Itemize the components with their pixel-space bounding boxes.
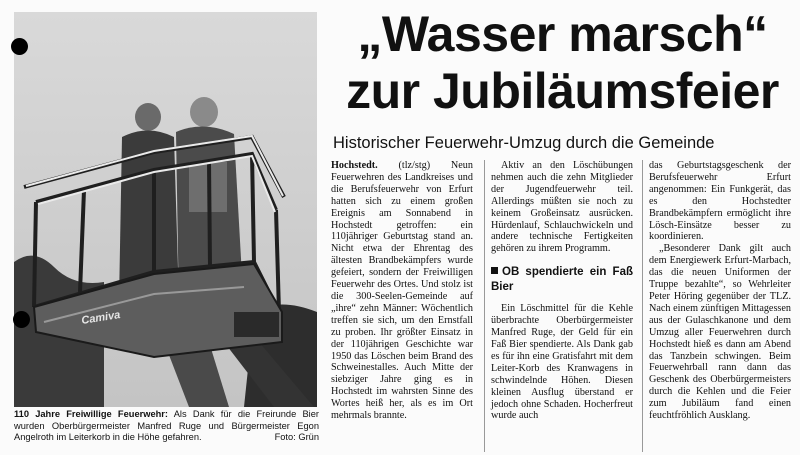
headline-line-1: „Wasser marsch“	[357, 6, 768, 62]
column-divider	[484, 160, 485, 452]
basket-brand-label: Camiva	[80, 308, 122, 327]
caption-text: Als Dank für die Freirunde Bier wurden Oberbürgermeister Manfred Ruge und Bürgermeister Egon Angelroth im Leiterkorb in die Höhe gefahren.	[14, 409, 319, 443]
column-3-paragraph-2: „Besonderer Dank gilt auch dem Energiewerk Erfurt-Marbach, das die neuen Uniformen der Truppe bezahlte“, so Wehrleiter Peter Höring gegenüber der TLZ. Nach einem zünftigen Mittagessen aus der Gulaschkanone und dem Umzug aller Feuerwehren durch Hochstedt hieß es dann am Abend das Tanzbein schwingen. Beim Feuerwehrball rann dann das Geschenk des Oberbürgermeisters durch die Kehlen und die Feier zum Jubiläum fand einen feuchtfröhlich Ausklang.	[649, 243, 791, 422]
photo-credit: Foto: Grün	[274, 432, 319, 443]
column-2-paragraph-2: Ein Löschmittel für die Kehle überbrachte Oberbürgermeister Manfred Ruge, der Geld für ein Faß Bier spendierte. Als Dank gab es für ihn eine Gratisfahrt mit dem Leiter-Korb des Kranwagens in schwindelnde Höhen. Diesen kleinen Ausflug überstand er jedoch ohne Schaden. Hocherfreut wurde auch	[491, 303, 633, 422]
source-tag: (tlz/stg)	[377, 160, 451, 171]
intertitle-text: OB spendierte ein Faß Bier	[491, 266, 633, 294]
binder-hole	[11, 38, 28, 55]
column-1-text: Neun Feuerwehren des Landkreises und die Berufsfeuerwehr von Erfurt hatten sich zu einem großen Ereignis am Sonnabend in Hochstedt getroffen: ein 110jähriger Geburtstag stand an. Nicht etwa der Ehrentag des ältesten Brandbekämpfers wurde gefeiert, sondern der Freiwilligen Feuerwehr des Ortes. Und stolz ist die 300-Seelen-Gemeinde auf „ihre“ zehn Männer: Wöchentlich treffen sie sich, um den Ernstfall zu proben. Ihr größter Einsatz in der 110jährigen Geschichte war 1950 das Löschen beim Brand des Schweinestalles. Auch Mitte der siebziger Jahre ging es in Hochstedt im wahrsten Sinne des Wortes heiß her, als es im Ort mehrmals brannte.	[331, 160, 473, 422]
column-3-paragraph-1: das Geburtstagsgeschenk der Berufsfeuerwehr Erfurt angenommen: Ein Funkgerät, das es den Hochstedter Brandbekämpfern ermöglicht ihre Lösch-Einsätze besser zu koordinieren.	[649, 160, 791, 243]
article-column-2	[491, 160, 633, 422]
binder-hole	[13, 311, 30, 328]
caption-lead: 110 Jahre Freiwillige Feuerwehr:	[14, 409, 169, 419]
fire-ladder-basket-photo	[14, 12, 317, 407]
column-2-paragraph-1: Aktiv an den Löschübungen nehmen auch die zehn Mitglieder der Jugendfeuerwehr teil. Allerdings müßten sie noch zu keinem Großeinsatz ausrücken. Hürdenlauf, Schlauchwickeln und andere technische Fertigkeiten gehören zu ihrem Programm.	[491, 160, 633, 255]
article-subheadline: Historischer Feuerwehr-Umzug durch die Gemeinde	[333, 134, 715, 152]
square-bullet-icon	[491, 267, 498, 274]
column-divider	[642, 160, 643, 452]
photo-caption	[14, 409, 319, 444]
headline-line-2: zur Jubiläumsfeier	[346, 63, 779, 119]
intertitle	[491, 265, 633, 295]
dateline: Hochstedt.	[331, 160, 378, 171]
article-headline	[330, 6, 795, 120]
article-column-3	[649, 160, 791, 422]
article-column-1	[331, 160, 473, 422]
news-photo	[14, 12, 317, 407]
